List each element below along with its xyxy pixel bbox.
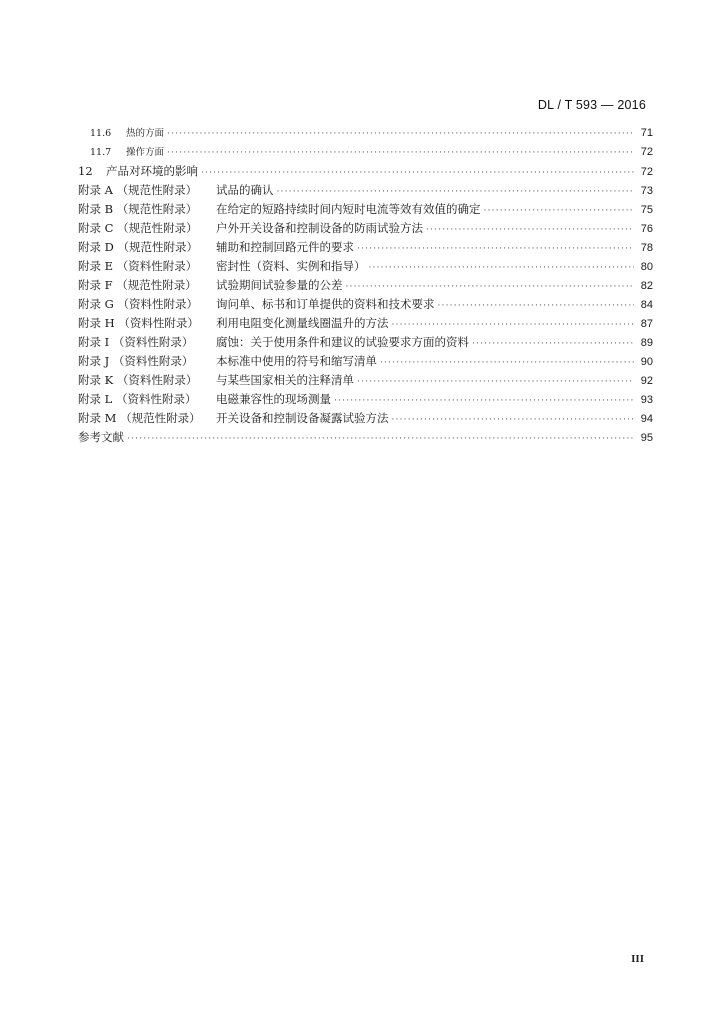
toc-entry-title: 产品对环境的影响	[106, 164, 198, 178]
leader-dots	[380, 354, 634, 373]
annex-label: 附录 F （规范性附录）	[78, 278, 197, 292]
annex-label: 附录 A （规范性附录）	[78, 183, 198, 197]
toc-entry-annex-b[interactable]	[78, 200, 653, 219]
leader-dots	[357, 373, 634, 392]
leader-dots	[167, 125, 634, 144]
annex-title: 与某些国家相关的注释清单	[216, 373, 354, 387]
toc-entry-annex-i[interactable]	[78, 333, 653, 352]
annex-page: 73	[640, 185, 653, 197]
annex-page: 92	[640, 375, 653, 387]
annex-page: 78	[640, 242, 653, 254]
annex-page: 87	[640, 318, 653, 330]
toc-entry-number: 12	[78, 164, 93, 178]
toc-entry-annex-j[interactable]	[78, 352, 653, 371]
leader-dots	[484, 202, 635, 221]
leader-dots	[127, 430, 634, 449]
leader-dots	[167, 144, 634, 163]
toc-entry-references[interactable]	[78, 428, 653, 447]
annex-title: 开关设备和控制设备凝露试验方法	[216, 411, 389, 425]
annex-page: 93	[640, 394, 653, 406]
leader-dots	[472, 335, 634, 354]
annex-label: 附录 M （规范性附录）	[78, 411, 201, 425]
annex-title: 腐蚀：关于使用条件和建议的试验要求方面的资料	[216, 335, 469, 349]
toc-entry-annex-d[interactable]	[78, 238, 653, 257]
leader-dots	[369, 259, 635, 278]
references-title: 参考文献	[78, 430, 124, 444]
toc-entry-11-7[interactable]	[78, 143, 653, 162]
annex-label: 附录 H （资料性附录）	[78, 316, 199, 330]
annex-label: 附录 E （资料性附录）	[78, 259, 198, 273]
annex-label: 附录 L （资料性附录）	[78, 392, 197, 406]
toc-entry-annex-a[interactable]	[78, 181, 653, 200]
annex-page: 90	[640, 356, 653, 368]
annex-page: 94	[640, 413, 653, 425]
annex-page: 76	[640, 223, 653, 235]
annex-page: 82	[640, 280, 653, 292]
annex-label: 附录 B （规范性附录）	[78, 202, 198, 216]
toc-entry-number: 11.6	[90, 128, 112, 139]
toc-entry-annex-c[interactable]	[78, 219, 653, 238]
annex-page: 75	[640, 204, 653, 216]
toc-entry-annex-f[interactable]	[78, 276, 653, 295]
annex-title: 在给定的短路持续时间内短时电流等效有效值的确定	[216, 202, 481, 216]
annex-title: 利用电阻变化测量线圈温升的方法	[216, 316, 389, 330]
annex-label: 附录 K （资料性附录）	[78, 373, 198, 387]
annex-label: 附录 G （资料性附录）	[78, 297, 198, 311]
toc-entry-title: 热的方面	[126, 128, 165, 139]
annex-title: 试验期间试验参量的公差	[216, 278, 343, 292]
annex-page: 80	[640, 261, 653, 273]
toc-entry-annex-g[interactable]	[78, 295, 653, 314]
annex-label: 附录 D （规范性附录）	[78, 240, 199, 254]
toc-entry-annex-k[interactable]	[78, 371, 653, 390]
toc-entry-page: 72	[640, 146, 653, 158]
annex-title: 户外开关设备和控制设备的防雨试验方法	[216, 221, 423, 235]
toc-entry-page: 71	[640, 127, 653, 139]
annex-title: 密封性（资料、实例和指导）	[216, 259, 366, 273]
leader-dots	[438, 297, 635, 316]
table-of-contents	[78, 124, 653, 447]
annex-label: 附录 C （规范性附录）	[78, 221, 198, 235]
annex-page: 84	[640, 299, 653, 311]
page-number: III	[631, 953, 644, 965]
leader-dots	[357, 240, 634, 259]
toc-entry-number: 11.7	[90, 147, 112, 158]
toc-entry-annex-l[interactable]	[78, 390, 653, 409]
toc-entry-annex-h[interactable]	[78, 314, 653, 333]
leader-dots	[392, 411, 635, 430]
annex-title: 本标准中使用的符号和缩写清单	[216, 354, 377, 368]
leader-dots	[426, 221, 634, 240]
references-page: 95	[640, 432, 653, 444]
toc-entry-title: 操作方面	[126, 147, 165, 158]
annex-title: 辅助和控制回路元件的要求	[216, 240, 354, 254]
standard-code: DL / T 593 — 2016	[537, 98, 646, 112]
toc-entry-section-12[interactable]	[78, 162, 653, 181]
toc-entry-page: 72	[640, 166, 653, 178]
annex-label: 附录 J （资料性附录）	[78, 354, 194, 368]
annex-label: 附录 I （资料性附录）	[78, 335, 194, 349]
toc-entry-annex-m[interactable]	[78, 409, 653, 428]
annex-title: 电磁兼容性的现场测量	[216, 392, 331, 406]
annex-title: 试品的确认	[216, 183, 274, 197]
toc-entry-11-6[interactable]	[78, 124, 653, 143]
annex-title: 询问单、标书和订单提供的资料和技术要求	[216, 297, 435, 311]
annex-page: 89	[640, 337, 653, 349]
toc-entry-annex-e[interactable]	[78, 257, 653, 276]
